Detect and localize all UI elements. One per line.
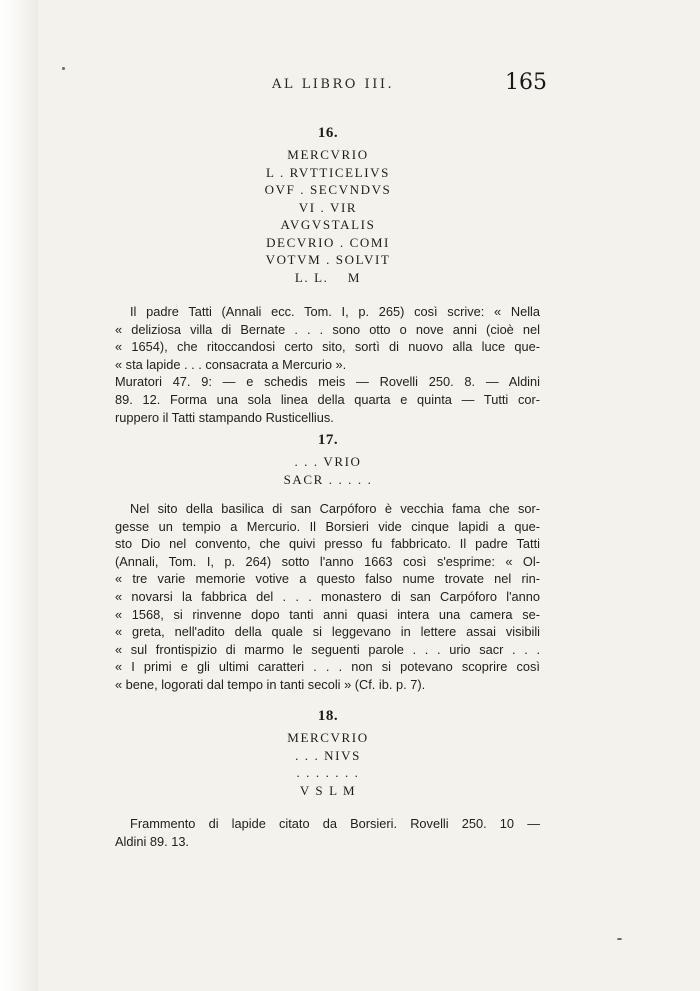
text-line: « 1568, si rinvenne dopo tanti anni quasi intera una camera se- [115,606,540,622]
inscription-line: . . . VRIO [294,454,362,469]
inscription-line: SACR . . . . . [283,471,373,487]
inscription-line: DECVRIO . COMI [266,234,390,250]
inscription-line: MERCVRIO [287,730,369,745]
text-line: 89. 12. Forma una sola linea della quarta e quinta — Tutti cor- [115,391,540,407]
commentary-18 [115,815,540,850]
text-line: gesse un tempio a Mercurio. Il Borsieri vide cinque lapidi a que- [115,518,540,534]
text-line: (Annali, Tom. I, p. 264) sotto l'anno 1663 così s'esprime: « Ol- [115,553,540,569]
text-line: « greta, nell'adito della quale si leggevano in lettere assai visibili [115,624,540,640]
inscription-number: 16. [317,125,339,141]
inscription-number: 17. [317,432,339,448]
scan-speck [617,938,622,940]
inscription-line: V S L M [299,782,357,798]
running-head: AL LIBRO III. [272,77,395,92]
text-line: Aldini 89. 13. [115,833,189,849]
inscription-line: VI . VIR [298,199,358,215]
inscription-16 [0,125,656,286]
text-line: « deliziosa villa di Bernate . . . sono otto o nove anni (cioè nel [115,321,540,337]
inscription-line: MERCVRIO [287,147,369,162]
inscription-line: L . RVTTICELIVS [266,164,390,180]
text-line: « tre varie memorie votive a questo falso nume trovate nel rin- [115,571,540,587]
text-line: Nel sito della basilica di san Carpóforo è vecchia fama che sor- [130,501,540,516]
text-line: Muratori 47. 9: — e schedis meis — Rovelli 250. 8. — Aldini [115,374,540,390]
text-line: « sta lapide . . . consacrata a Mercurio ». [115,356,347,372]
commentary-16 [115,303,540,426]
inscription-17 [0,432,656,488]
inscription-line: . . . . . . . [296,765,360,780]
inscription-line: L. L. M [294,269,362,285]
text-line: « I primi e gli ultimi caratteri . . . non si potevano scoprire così [115,659,540,675]
text-line: Frammento di lapide citato da Borsieri. Rovelli 250. 10 — [130,816,540,831]
commentary-17 [115,500,540,694]
scan-speck [62,67,65,70]
text-line: « bene, logorati dal tempo in tanti secoli » (Cf. ib. p. 7). [115,676,426,692]
text-line: Il padre Tatti (Annali ecc. Tom. I, p. 265) così scrive: « Nella [130,304,540,319]
text-line: « 1654), che ritoccandosi certo sito, sortì di nuovo alla luce que- [115,339,540,355]
text-line: « sul frontispizio di marmo le seguenti parole . . . urio sacr . . . [115,641,540,657]
inscription-line: AVGVSTALIS [280,217,376,232]
inscription-line: VOTVM . SOLVIT [265,252,391,267]
text-line: « novarsi la fabbrica del . . . monastero di san Carpóforo l'anno [115,588,540,604]
text-line: ruppero il Tatti stampando Rusticellius. [115,409,334,425]
text-line: sto Dio nel convento, che quivi presso fu fabbricato. Il padre Tatti [115,536,540,552]
page-number: 165 [505,70,547,95]
inscription-line: . . . NIVS [295,747,361,763]
inscription-line: OVF . SECVNDVS [264,182,392,197]
page-header [0,70,700,100]
inscription-18 [0,708,656,799]
inscription-number: 18. [317,708,339,724]
